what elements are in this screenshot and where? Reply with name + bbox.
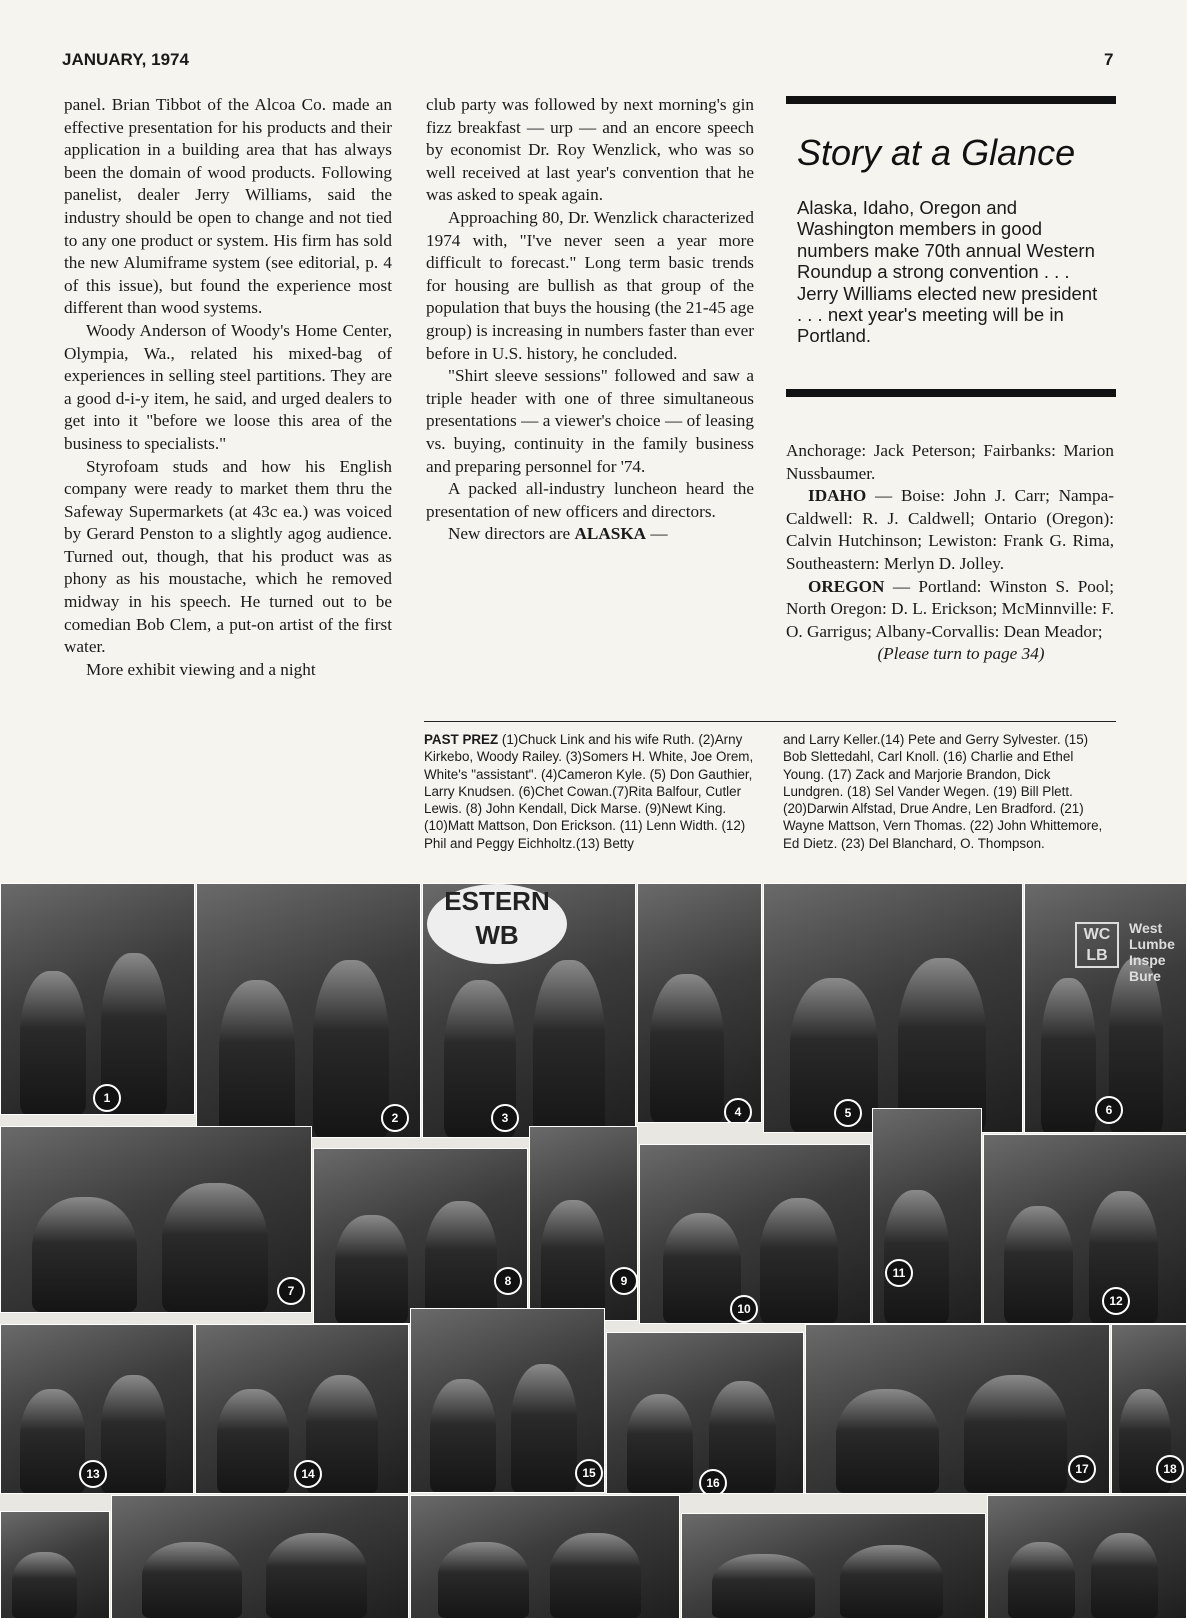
paragraph: Approaching 80, Dr. Wenzlick characterized 1974 with, "I've never seen a year more difficult to forecast." Long term basic trends for housing are bullish as that group of the population that buys the housing (the 21-45 age group) is increasing in numbers faster than ever before in U.S. history, he concluded. (426, 207, 754, 363)
western-roundup-sign: ESTERN WB (427, 884, 567, 964)
wclb-logo: WC LB (1075, 922, 1119, 968)
photo-10 (639, 1144, 871, 1324)
photo-5 (763, 883, 1023, 1133)
photo-23 (987, 1495, 1187, 1619)
photo-number-badge: 7 (277, 1277, 305, 1305)
photo-number-badge: 3 (491, 1104, 519, 1132)
glance-bottom-rule (786, 389, 1116, 397)
photo-15 (410, 1308, 605, 1493)
article-column-1 (64, 94, 392, 681)
photo-number-badge: 12 (1102, 1287, 1130, 1315)
paragraph: Anchorage: Jack Peterson; Fairbanks: Marion Nussbaumer. (786, 441, 1114, 483)
photo-6 (1024, 883, 1187, 1133)
oregon-directors: — Portland: Winston S. Pool; North Oregon: D. L. Erickson; McMinnville: F. O. Garrigus; Albany-Corvallis: Dean Meador; (786, 576, 1115, 641)
photo-19 (0, 1511, 110, 1619)
photo-number-badge: 14 (294, 1460, 322, 1488)
article-column-3 (786, 440, 1114, 666)
photo-number-badge: 1 (93, 1084, 121, 1112)
caption-label: PAST PREZ (424, 732, 499, 747)
photo-4 (637, 883, 762, 1123)
caption-text: (1)Chuck Link and his wife Ruth. (2)Arny Kirkebo, Woody Railey. (3)Somers H. White, Joe Orem, White's "assistant". (4)Cameron Kyle. (5) Don Gauthier, Larry Knudsen. (6)Chet Cowan.(7)Rita Balfour, Cutler Lewis. (8) John Kendall, Dick Marse. (9)Newt King. (10)Matt Mattson, Don Erickson. (11) Lenn Width. (12) Phil and Peggy Eichholtz.(13) Betty (424, 732, 754, 851)
photo-13 (0, 1324, 194, 1494)
photo-20 (111, 1495, 409, 1619)
running-date: JANUARY, 1974 (62, 50, 189, 69)
photo-22 (681, 1513, 986, 1619)
photo-number-badge: 17 (1068, 1455, 1096, 1483)
state-label-idaho: IDAHO (808, 486, 867, 506)
paragraph (426, 523, 754, 546)
west-lumber-sign: West Lumbe Inspe Bure (1129, 920, 1175, 984)
paragraph: More exhibit viewing and a night (86, 659, 316, 679)
photo-12 (983, 1134, 1187, 1324)
photo-18 (1111, 1324, 1187, 1494)
photo-number-badge: 5 (834, 1099, 862, 1127)
caption-rule (424, 721, 1116, 722)
dash: — (650, 524, 668, 544)
photo-14 (195, 1324, 409, 1494)
directors-lead: New directors are (448, 524, 571, 544)
photo-number-badge: 11 (885, 1259, 913, 1287)
photo-7 (0, 1126, 312, 1313)
state-label-oregon: OREGON (808, 576, 885, 596)
photo-number-badge: 13 (79, 1460, 107, 1488)
paragraph (786, 485, 1114, 575)
photo-number-badge: 18 (1156, 1455, 1184, 1483)
photo-3 (422, 883, 636, 1138)
photo-caption-part-2: and Larry Keller.(14) Pete and Gerry Sylvester. (15) Bob Slettedahl, Carl Knoll. (16) Charlie and Ethel Young. (17) Zack and Marjorie Brandon, Dick Lundgren. (18) Sel Vander Wegen. (19) Bill Plett. (20)Darwin Alfstad, Drue Andre, Len Bradford. (21) Wayne Mattson, Vern Thomas. (22) John Whittemore, Ed Dietz. (23) Del Blanchard, O. Thompson. (783, 732, 1103, 851)
photo-17 (805, 1324, 1110, 1494)
paragraph: Styrofoam studs and how his English company were ready to market them thru the Safeway Supermarkets (at 43c ea.) was voiced by Gerard Penston to a slightly agog audience. Turned out, though, that his product was as phony as his moustache, which he removed midway in his speech. He turned out to be comedian Bob Clem, a put-on artist of the first water. (64, 456, 392, 657)
photo-16 (606, 1332, 804, 1494)
photo-number-badge: 8 (494, 1267, 522, 1295)
photo-number-badge: 9 (610, 1267, 638, 1295)
photo-number-badge: 10 (730, 1295, 758, 1323)
glance-top-rule (786, 96, 1116, 104)
photo-number-badge: 4 (724, 1098, 752, 1123)
photo-caption-part-1 (424, 731, 754, 852)
state-label-alaska: ALASKA (574, 524, 647, 544)
glance-summary: Alaska, Idaho, Oregon and Washington members in good numbers make 70th annual Western Roundup a strong convention . . . Jerry Williams elected new president . . . next year's meeting will be in Portland. (797, 197, 1098, 347)
photo-number-badge: 6 (1095, 1096, 1123, 1124)
page-number: 7 (1104, 50, 1114, 69)
paragraph: Woody Anderson of Woody's Home Center, Olympia, Wa., related his mixed-bag of experiences in selling steel partitions. They are a good d-i-y item, he said, and urged dealers to get into it "before we loose this area of the business to specialists." (64, 320, 392, 453)
photo-21 (410, 1495, 680, 1619)
photo-number-badge: 2 (381, 1104, 409, 1132)
paragraph: "Shirt sleeve sessions" followed and saw a triple header with one of three simultaneous presentations — a viewer's choice — of leasing vs. buying, continuity in the family business and preparing personnel for '74. (426, 366, 754, 476)
paragraph: A packed all-industry luncheon heard the presentation of new officers and directors. (426, 479, 754, 521)
photo-11 (872, 1108, 982, 1324)
article-column-2 (426, 94, 754, 546)
photo-1 (0, 883, 195, 1115)
photo-number-badge: 15 (575, 1459, 603, 1487)
photo-9 (529, 1126, 638, 1321)
paragraph: panel. Brian Tibbot of the Alcoa Co. made an effective presentation for his products and their application in a building area that has always been the domain of wood products. Following panelist, dealer Jerry Williams, said the industry should be open to change and not tied to any one product or system. His firm has sold the new Alumiframe system (see editorial, p. 4 of this issue), but found the experience most different than wood systems. (64, 95, 392, 318)
photo-number-badge: 16 (699, 1469, 727, 1494)
paragraph (786, 576, 1114, 644)
photo-2 (196, 883, 421, 1138)
continued-note: (Please turn to page 34) (877, 644, 1045, 664)
idaho-directors: — Boise: John J. Carr; Nampa-Caldwell: R. J. Caldwell; Ontario (Oregon): Calvin Hutchinson; Lewiston: Frank G. Rima, Southeastern: Merlyn D. Jolley. (786, 486, 1114, 573)
photo-collage (0, 883, 1187, 1619)
paragraph: club party was followed by next morning's gin fizz breakfast — urp — and an encore speech by economist Dr. Roy Wenzlick, who was so well received at last year's convention that he was asked to speak again. (426, 95, 754, 205)
glance-title: Story at a Glance (797, 132, 1076, 173)
photo-8 (313, 1148, 528, 1324)
